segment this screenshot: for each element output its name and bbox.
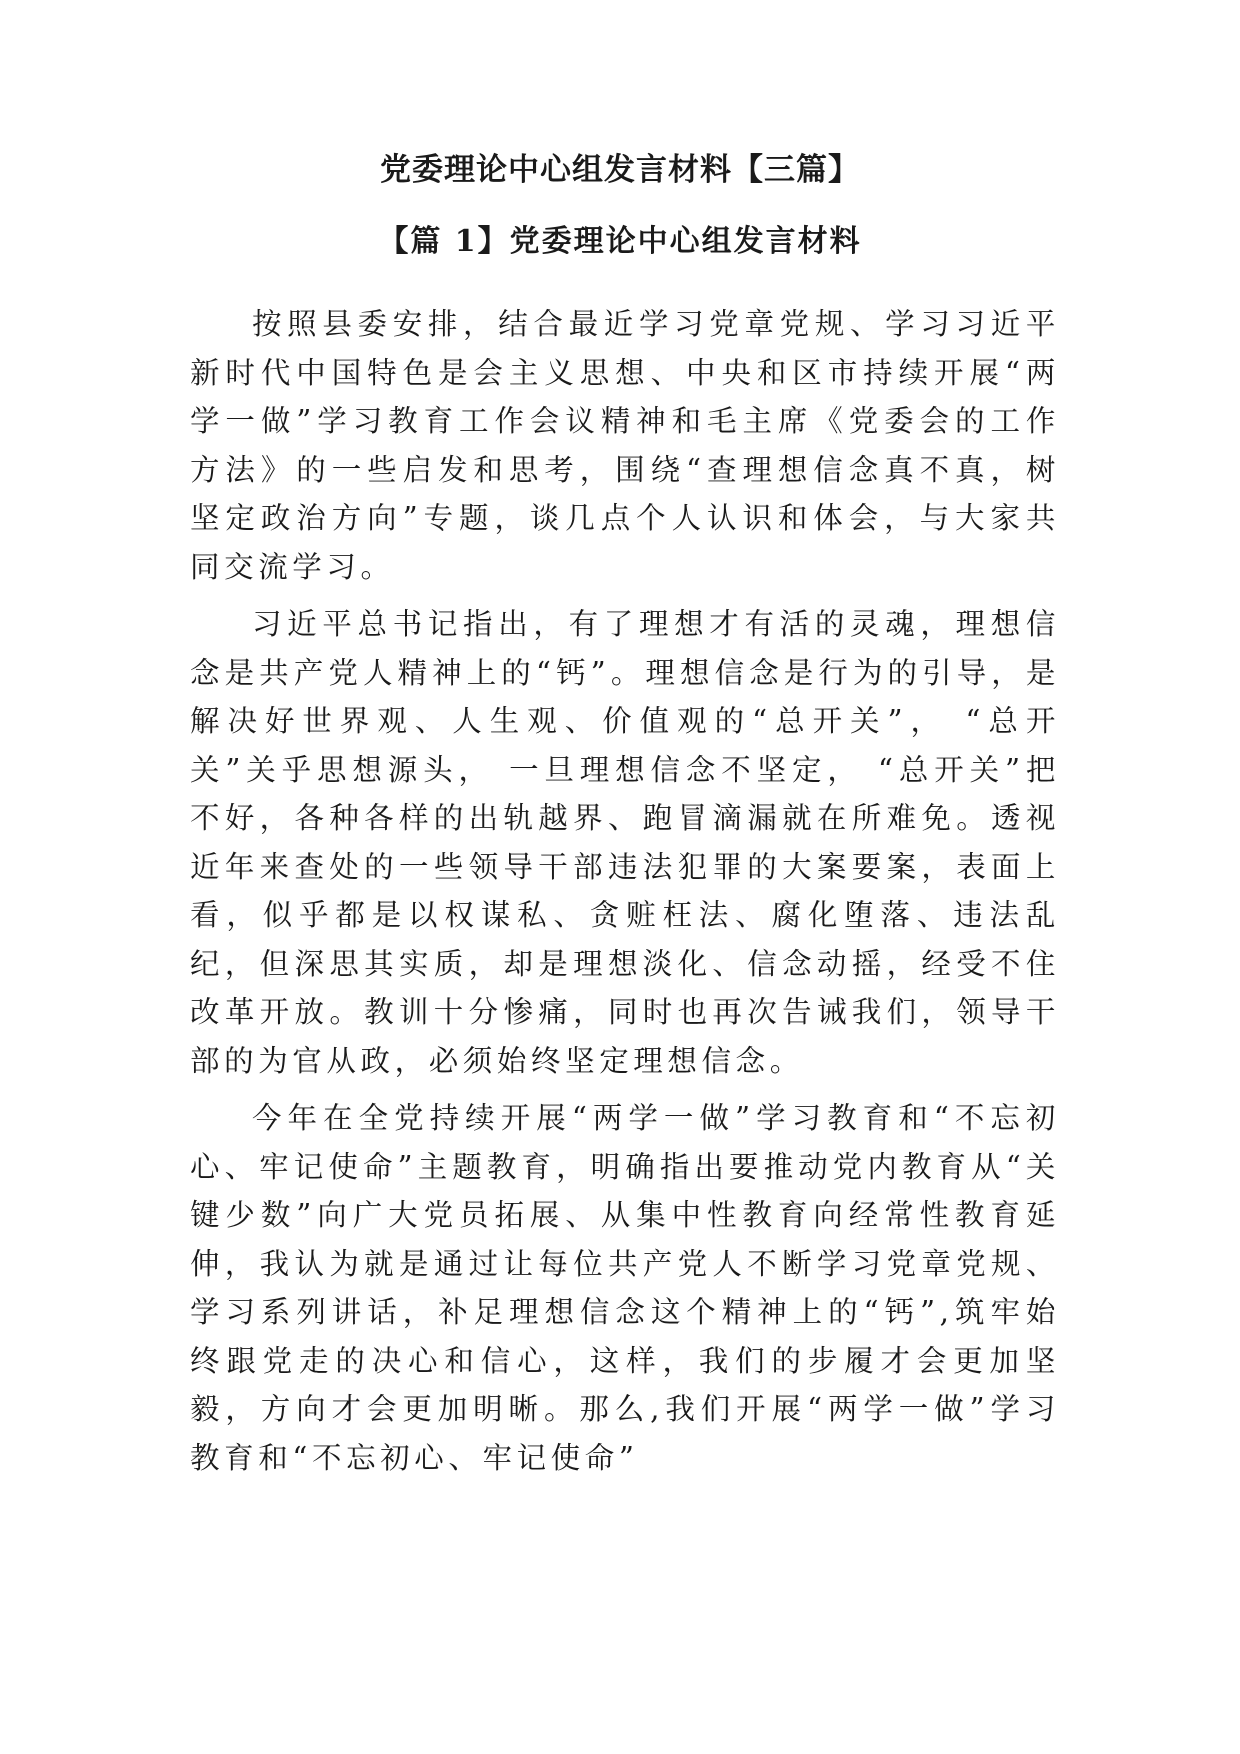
paragraph-2: 习近平总书记指出，有了理想才有活的灵魂，理想信念是共产党人精神上的“钙”。理想信念是行为的引导，是解决好世界观、人生观、价值观的“总开关”， “总开关”关乎思想源头， 一旦理想信念不坚定， “总开关”把不好，各种各样的出轨越界、跑冒滴漏就在所难免。透视近年来查处的一些领导干部违法犯罪的大案要案，表面上看，似乎都是以权谋私、贪赃枉法、腐化堕落、违法乱纪，但深思其实质，却是理想淡化、信念动摇，经受不住改革开放。教训十分惨痛，同时也再次告诫我们，领导干部的为官从政，必须始终坚定理想信念。 [190,607,1060,1078]
paragraph-1: 按照县委安排，结合最近学习党章党规、学习习近平新时代中国特色是会主义思想、中央和区市持续开展“两学一做”学习教育工作会议精神和毛主席《党委会的工作方法》的一些启发和思考，围绕“查理想信念真不真，树坚定政治方向”专题，谈几点个人认识和体会，与大家共同交流学习。 [190,307,1060,584]
paragraph-3: 今年在全党持续开展“两学一做”学习教育和“不忘初心、牢记使命”主题教育，明确指出要推动党内教育从“关键少数”向广大党员拓展、从集中性教育向经常性教育延伸，我认为就是通过让每位共产党人不断学习党章党规、学习系列讲话，补足理想信念这个精神上的“钙”,筑牢始终跟党走的决心和信心，这样，我们的步履才会更加坚毅，方向才会更加明晰。那么,我们开展“两学一做”学习教育和“不忘初心、牢记使命” [190,1101,1060,1475]
document-body [190,300,1060,1491]
document-title: 党委理论中心组发言材料【三篇】 [380,152,860,188]
section-heading: 【篇 1】党委理论中心组发言材料 [378,224,862,259]
